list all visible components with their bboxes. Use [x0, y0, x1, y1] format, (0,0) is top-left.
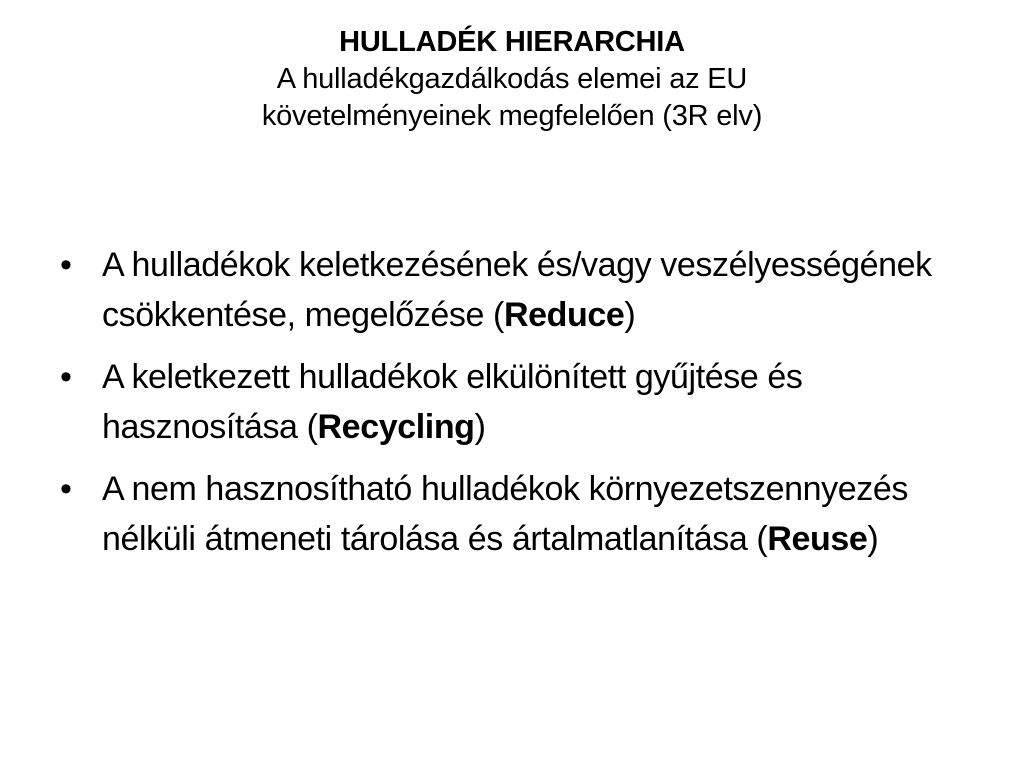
bullet-body: A hulladékok keletkezésének és/vagy veszélyességének csökkentése, megelőzése ( [102, 246, 932, 334]
bullet-keyword: Reduce [504, 296, 625, 334]
bullet-body: A nem hasznosítható hulladékok környezetszennyezés nélküli átmeneti tárolása és ártalmatlanítása ( [102, 470, 908, 558]
bullet-dot-icon: • [60, 470, 72, 508]
bullet-body: A keletkezett hulladékok elkülönített gyűjtése és hasznosítása ( [102, 358, 803, 446]
bullet-keyword: Recycling [317, 408, 475, 446]
bullet-text [102, 246, 932, 334]
bullet-item-recycling [60, 352, 960, 452]
bullet-keyword: Reuse [767, 520, 868, 558]
bullet-dot-icon: • [60, 246, 72, 284]
bullet-item-reduce [60, 240, 960, 340]
bullet-item-reuse [60, 464, 960, 564]
bullet-close: ) [867, 520, 879, 558]
title-subtitle-line-1: A hulladékgazdálkodás elemei az EU [276, 63, 748, 95]
bullet-list [60, 240, 960, 576]
bullet-dot-icon: • [60, 358, 72, 396]
bullet-text [102, 358, 803, 446]
bullet-close: ) [474, 408, 486, 446]
title-subtitle-line-2: követelményeinek megfelelően (3R elv) [261, 100, 763, 132]
title-main: HULLADÉK HIERARCHIA [339, 26, 685, 58]
slide-title [60, 24, 964, 135]
bullet-text [102, 470, 908, 558]
bullet-close: ) [624, 296, 636, 334]
